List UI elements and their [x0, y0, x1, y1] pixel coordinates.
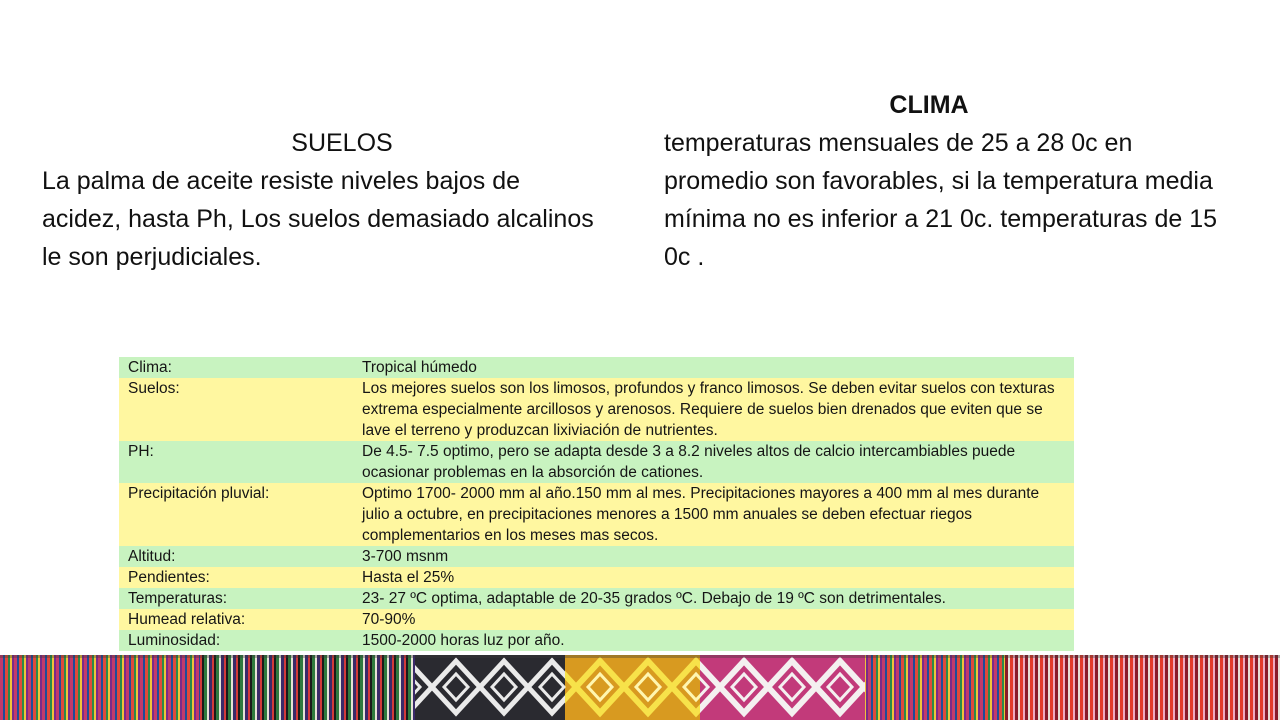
- clima-section: [664, 86, 1224, 276]
- row-value: De 4.5- 7.5 optimo, pero se adapta desde 3 a 8.2 niveles altos de calcio intercambiables puede ocasionar problemas en la absorción de cationes.: [362, 443, 1016, 481]
- row-label: Luminosidad:: [128, 632, 221, 649]
- suelos-title: SUELOS: [291, 129, 393, 157]
- row-label: Precipitación pluvial:: [128, 485, 270, 502]
- suelos-text: La palma de aceite resiste niveles bajos de acidez, hasta Ph, Los suelos demasiado alcalinos le son perjudiciales.: [42, 167, 594, 271]
- row-value: Tropical húmedo: [362, 359, 477, 376]
- row-label: Pendientes:: [128, 569, 210, 586]
- row-value: 23- 27 ºC optima, adaptable de 20-35 grados ºC. Debajo de 19 ºC son detrimentales.: [362, 590, 946, 607]
- table-row: [119, 378, 1074, 441]
- table-row: [119, 546, 1074, 567]
- clima-text: temperaturas mensuales de 25 a 28 0c en promedio son favorables, si la temperatura media mínima no es inferior a 21 0c. temperaturas de 15 0c .: [664, 129, 1218, 271]
- table-row: [119, 609, 1074, 630]
- table-row: [119, 630, 1074, 651]
- row-label: PH:: [128, 443, 154, 460]
- row-label: Suelos:: [128, 380, 180, 397]
- row-label: Temperaturas:: [128, 590, 228, 607]
- row-value: 3-700 msnm: [362, 548, 449, 565]
- row-value: 1500-2000 horas luz por año.: [362, 632, 565, 649]
- table-row: [119, 357, 1074, 378]
- textile-band-image: [0, 655, 1280, 720]
- requirements-table: [119, 357, 1074, 655]
- table-row: [119, 588, 1074, 609]
- row-label: Altitud:: [128, 548, 176, 565]
- row-label: Clima:: [128, 359, 172, 376]
- row-value: 70-90%: [362, 611, 416, 628]
- row-value: Hasta el 25%: [362, 569, 455, 586]
- table-row: [119, 567, 1074, 588]
- table-row: [119, 483, 1074, 546]
- clima-title: CLIMA: [889, 91, 969, 119]
- textile-band: [0, 655, 1280, 720]
- row-value: Los mejores suelos son los limosos, profundos y franco limosos. Se deben evitar suelos con texturas extrema especialmente arcillosos y arenosos. Requiere de suelos bien drenados que eviten que se lave el terreno y produzcan lixiviación de nutrientes.: [362, 380, 1055, 439]
- suelos-section: [42, 124, 602, 276]
- row-label: Humead relativa:: [128, 611, 246, 628]
- row-value: Optimo 1700- 2000 mm al año.150 mm al mes. Precipitaciones mayores a 400 mm al mes durante julio a octubre, en precipitaciones menores a 1500 mm anuales se deben efectuar riegos complementarios en los meses mas secos.: [362, 485, 1040, 544]
- table-row: [119, 441, 1074, 483]
